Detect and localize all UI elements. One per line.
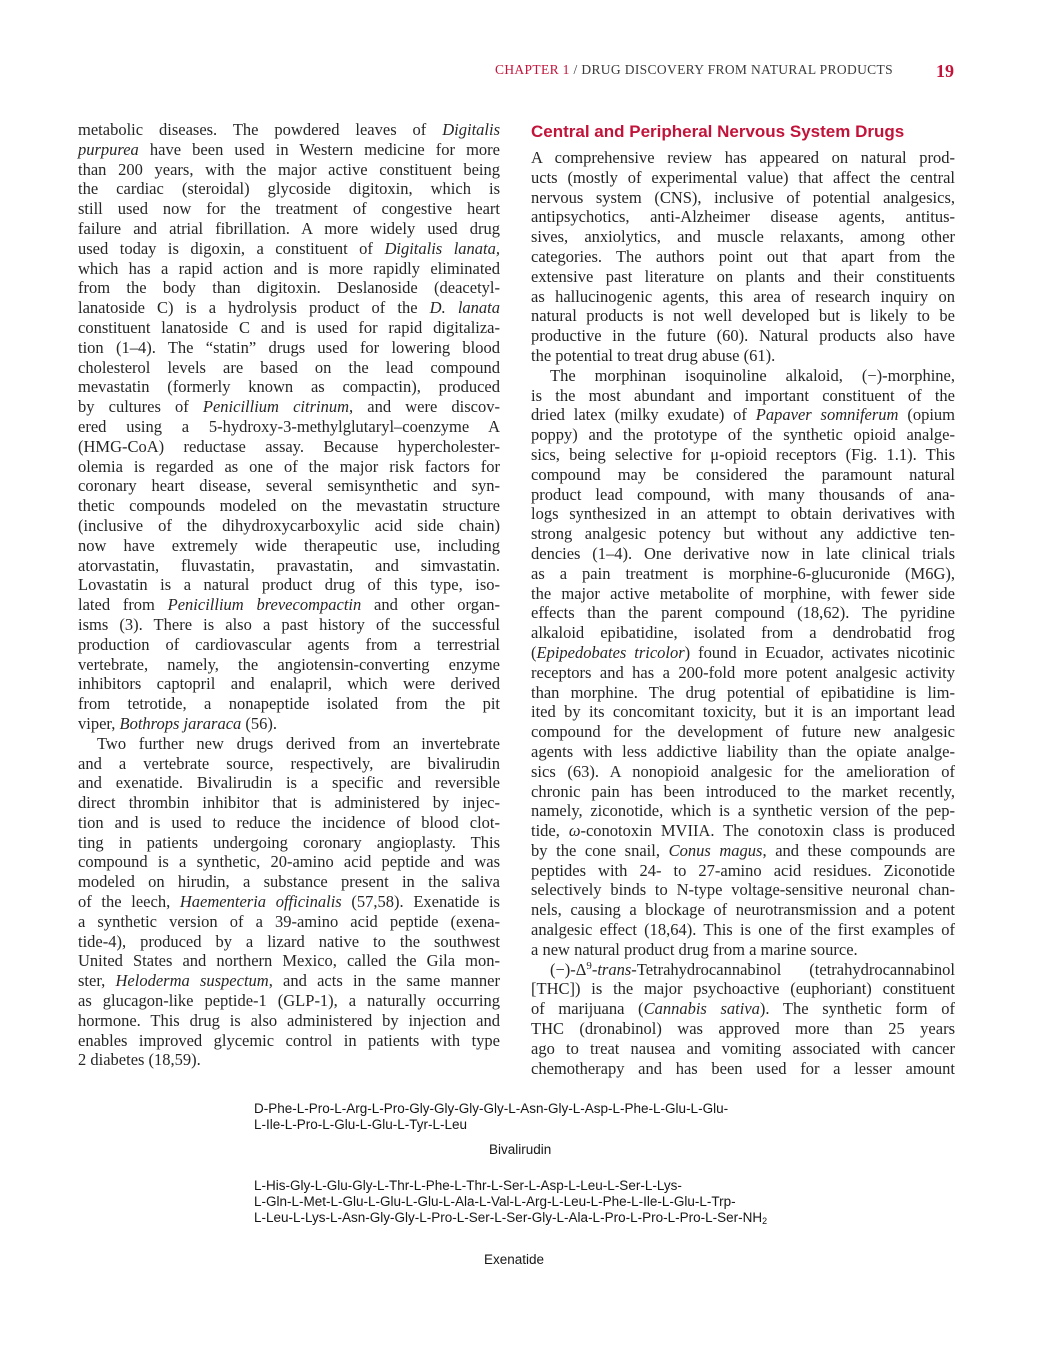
sequence-line <box>254 1101 728 1117</box>
text-run: productive in the future (60). Natural products also have <box>531 326 955 346</box>
text-line <box>531 762 955 782</box>
text-run: from tetrotide, a nonapeptide isolated from the pit <box>78 694 500 714</box>
text-run: enables improved glycemic control in patients with type <box>78 1030 500 1050</box>
text-run: and a vertebrate source, respectively, are bivalirudin <box>78 753 500 773</box>
text-line <box>531 227 955 247</box>
text-line <box>78 179 500 199</box>
text-run: a synthetic version of a 39-amino acid peptide (exena- <box>78 911 500 931</box>
text-line <box>78 278 500 298</box>
text-line <box>531 722 955 742</box>
text-line <box>531 643 955 663</box>
text-run: tion (1–4). The “statin” drugs used for lowering blood <box>78 337 500 357</box>
text-run: (HMG-CoA) reductase assay. Because hypercholester- <box>78 436 500 456</box>
text-line <box>531 445 955 465</box>
text-line <box>78 160 500 180</box>
text-line <box>531 801 955 821</box>
text-line <box>531 782 955 802</box>
text-run: dencies (1–4). One derivative now in late clinical trials <box>531 543 955 563</box>
italic-run: Digitalis lanata, <box>384 238 500 258</box>
left-column <box>78 120 500 1070</box>
text-run: The morphinan isoquinoline alkaloid, (−)-morphine, <box>550 365 955 385</box>
paragraph <box>531 366 955 960</box>
text-line <box>78 852 500 872</box>
italic-run: Bothrops jararaca <box>119 713 242 733</box>
text-run: logs synthesized in an attempt to obtain derivatives with <box>531 504 955 524</box>
text-run: ited by its concomitant toxicity, but it is an important lead <box>531 702 955 722</box>
text-run: agents with less addictive liability than the opiate analge- <box>531 741 955 761</box>
page-number: 19 <box>936 61 954 81</box>
text-run: and exenatide. Bivalirudin is a specific and reversible <box>78 773 500 793</box>
text-run: -conotoxin MVIIA. The conotoxin class is produced <box>580 821 956 841</box>
text-line <box>78 694 500 714</box>
text-run: antipsychotics, anti-Alzheimer disease agents, antitus- <box>531 207 955 227</box>
text-run: coronary heart disease, several semisynthetic and syn- <box>78 476 500 496</box>
text-line <box>78 892 500 912</box>
text-line <box>78 140 500 160</box>
text-run: , and acts in the same manner <box>268 971 500 991</box>
text-run: -Tetrahydrocannabinol (tetrahydrocannabinol <box>631 959 955 979</box>
text-run: tide-4), produced by a lizard native to the southwest <box>78 931 500 951</box>
right-column <box>531 122 955 1078</box>
text-run: constituent lanatoside C and is used for rapid digitaliza- <box>78 317 500 337</box>
text-line <box>78 833 500 853</box>
text-run: selectively binds to N-type voltage-sensitive neuronal chan- <box>531 880 955 900</box>
text-line <box>78 575 500 595</box>
bivalirudin-label: Bivalirudin <box>489 1142 552 1157</box>
text-line <box>78 1031 500 1051</box>
text-run: as hallucinogenic agents, this area of research inquiry on <box>531 286 955 306</box>
text-line <box>78 338 500 358</box>
text-run: compound for the development of future new analgesic <box>531 722 955 742</box>
text-run: , and these compounds are <box>762 840 956 860</box>
text-line <box>78 219 500 239</box>
text-run: THC (dronabinol) was approved more than 25 years <box>531 1019 955 1039</box>
text-line <box>78 655 500 675</box>
italic-run: Heloderma suspectum <box>115 971 269 991</box>
text-run: tion and is used to reduce the incidence of blood clot- <box>78 812 500 832</box>
text-line <box>78 932 500 952</box>
text-run: [THC]) is the major psychoactive (euphoriant) constituent <box>531 979 955 999</box>
text-line <box>531 960 955 980</box>
text-run: than morphine. The drug potential of epibatidine is lim- <box>531 682 955 702</box>
text-line <box>78 595 500 615</box>
section-heading: Central and Peripheral Nervous System Drugs <box>531 122 905 141</box>
text-line <box>78 912 500 932</box>
italic-run: Conus magus <box>668 840 763 860</box>
chapter-label: CHAPTER 1 <box>494 62 570 77</box>
text-line <box>531 524 955 544</box>
text-line <box>78 793 500 813</box>
text-run: (opium <box>898 405 955 425</box>
text-line <box>531 920 955 940</box>
sequence-line <box>254 1194 767 1210</box>
text-run: have been used in Western medicine for more <box>138 139 500 159</box>
text-run: A comprehensive review has appeared on natural prod- <box>531 148 955 167</box>
text-line <box>78 516 500 536</box>
text-line <box>78 635 500 655</box>
text-run: lanatoside C) is a hydrolysis product of the <box>78 298 430 318</box>
text-run: production of cardiovascular agents from a terrestrial <box>78 634 500 654</box>
text-line <box>531 386 955 406</box>
text-line <box>531 623 955 643</box>
text-run: metabolic diseases. The powdered leaves of <box>78 120 443 139</box>
text-line <box>531 188 955 208</box>
running-head-separator: / <box>573 62 578 77</box>
text-line <box>531 148 955 168</box>
text-line <box>78 476 500 496</box>
text-run: from the body than digitoxin. Deslanoside (deacetyl- <box>78 278 500 298</box>
text-run: hormone. This drug is also administered by injection and <box>78 1010 500 1030</box>
text-line <box>78 199 500 219</box>
text-run: mevastatin (formerly known as compactin), produced <box>78 377 500 397</box>
text-run: dried latex (milky exudate) of <box>531 405 756 425</box>
text-run: (56). <box>241 713 278 733</box>
text-line <box>531 821 955 841</box>
text-run: the cardiac (steroidal) glycoside digitoxin, which is <box>78 179 500 199</box>
text-line <box>531 663 955 683</box>
text-line <box>531 405 955 425</box>
paragraph <box>531 148 955 366</box>
text-run: United States and northern Mexico, called the Gila mon- <box>78 951 500 971</box>
text-line <box>531 900 955 920</box>
text-line <box>531 841 955 861</box>
text-line <box>78 951 500 971</box>
text-run: alkaloid epibatidine, isolated from a dendrobatid frog <box>531 623 955 643</box>
exenatide-label: Exenatide <box>484 1252 545 1267</box>
text-run: viper, <box>78 713 120 733</box>
italic-run: Epipedobates tricolor <box>536 642 685 662</box>
text-run: used today is digoxin, a constituent of <box>78 238 385 258</box>
text-run: analgesic effect (18,64). This is one of the first examples of <box>531 920 955 940</box>
exenatide-sequence <box>254 1178 767 1226</box>
text-run: of marijuana ( <box>531 999 644 1019</box>
text-run: strong analgesic potency but without any addictive ten- <box>531 524 955 544</box>
text-line <box>78 615 500 635</box>
text-line <box>531 861 955 881</box>
text-line <box>78 417 500 437</box>
italic-run: D. lanata <box>429 298 500 318</box>
text-line <box>531 247 955 267</box>
text-run: ( <box>531 642 537 662</box>
text-line <box>531 306 955 326</box>
text-run: Two further new drugs derived from an invertebrate <box>97 733 500 753</box>
text-run: D-Phe-L-Pro-L-Arg-L-Pro-Gly-Gly-Gly-Gly-L-Asn-Gly-L-Asp-L-Phe-L-Glu-L-Glu- <box>254 1101 729 1116</box>
text-run: vertebrate, namely, the angiotensin-converting enzyme <box>78 654 500 674</box>
text-line <box>531 702 955 722</box>
text-run: by the cone snail, <box>531 840 669 860</box>
text-run: cholesterol levels are based on the lead compound <box>78 357 500 377</box>
text-run: chronic pain has been introduced to the market recently, <box>531 781 955 801</box>
italic-run: Haementeria officinalis <box>179 892 342 912</box>
text-line <box>531 267 955 287</box>
text-line <box>531 346 955 366</box>
text-line <box>531 564 955 584</box>
text-run: receptors and has a 200-fold more potent analgesic activity <box>531 662 955 682</box>
text-run: still used now for the treatment of congestive heart <box>78 199 500 219</box>
text-run: 2 diabetes (18,59). <box>78 1050 201 1070</box>
text-run: a new natural product drug from a marine source. <box>531 939 858 959</box>
text-run: , and were discov- <box>349 397 500 417</box>
text-line <box>78 377 500 397</box>
text-run: product lead compound, with many thousands of ana- <box>531 484 955 504</box>
text-line <box>78 239 500 259</box>
text-run: poppy) and the prototype of the synthetic opioid analge- <box>531 425 955 445</box>
text-line <box>531 1039 955 1059</box>
text-run: - <box>591 959 598 979</box>
text-run: ered using a 5-hydroxy-3-methylglutaryl–coenzyme A <box>78 416 500 436</box>
superscript: 9 <box>586 959 592 972</box>
text-run: atorvastatin, fluvastatin, pravastatin, and simvastatin. <box>78 555 500 575</box>
text-line <box>531 425 955 445</box>
text-run: L-Ile-L-Pro-L-Glu-L-Glu-L-Tyr-L-Leu <box>254 1117 468 1132</box>
text-line <box>78 991 500 1011</box>
italic-run: trans <box>597 959 632 979</box>
sequence-line <box>254 1178 767 1194</box>
text-run: isms (3). There is also a past history of the successful <box>78 614 500 634</box>
text-run: direct thrombin inhibitor that is administered by injec- <box>78 793 500 813</box>
text-run: L-His-Gly-L-Glu-Gly-L-Thr-L-Phe-L-Thr-L-Ser-L-Asp-L-Leu-L-Ser-L-Lys- <box>254 1178 682 1193</box>
text-line <box>78 556 500 576</box>
text-line <box>78 496 500 516</box>
text-line <box>78 259 500 279</box>
italic-run: ω <box>568 821 581 841</box>
text-run: categories. The authors point out that apart from the <box>531 246 955 266</box>
text-line <box>531 880 955 900</box>
text-run: effects than the parent compound (18,62). The pyridine <box>531 603 955 623</box>
text-line <box>531 940 955 960</box>
text-run: nervous system (CNS), inclusive of potential analgesics, <box>531 187 955 207</box>
text-run: chemotherapy and has been used for a lesser amount <box>531 1058 955 1078</box>
text-line <box>78 714 500 734</box>
running-title: DRUG DISCOVERY FROM NATURAL PRODUCTS <box>581 62 893 77</box>
text-line <box>531 326 955 346</box>
text-line <box>531 544 955 564</box>
text-run: ) found in Ecuador, activates nicotinic <box>684 642 956 662</box>
text-line <box>78 120 500 140</box>
text-run: as glucagon-like peptide-1 (GLP-1), a naturally occurring <box>78 991 500 1011</box>
text-run: lated from <box>78 595 168 615</box>
text-run: which has a rapid action and is more rapidly eliminated <box>78 258 500 278</box>
text-line <box>531 603 955 623</box>
text-run: extensive past literature on plants and their constituents <box>531 266 955 286</box>
sequence-line <box>254 1117 728 1133</box>
text-run: ucts (mostly of experimental value) that affect the central <box>531 167 955 187</box>
text-run: and other organ- <box>361 595 501 615</box>
text-run: compound is a synthetic, 20-amino acid peptide and was <box>78 852 500 872</box>
text-run: natural products is not well developed but is likely to be <box>531 306 955 326</box>
text-run: tide, <box>531 821 569 841</box>
text-line <box>531 504 955 524</box>
text-line <box>78 674 500 694</box>
text-run: inhibitors captopril and enalapril, which were derived <box>78 674 500 694</box>
text-run: failure and atrial fibrillation. A more widely used drug <box>78 218 500 238</box>
text-line <box>531 584 955 604</box>
text-line <box>78 536 500 556</box>
text-run: thetic compounds modeled on the mevastatin structure <box>78 496 500 516</box>
subscript: 2 <box>762 1216 768 1227</box>
text-line <box>78 1050 500 1070</box>
text-line <box>531 366 955 386</box>
text-line <box>531 979 955 999</box>
text-run: namely, ziconotide, which is a synthetic version of the pep- <box>531 801 955 821</box>
paragraph <box>531 960 955 1079</box>
text-line <box>78 437 500 457</box>
text-line <box>78 872 500 892</box>
text-line <box>78 734 500 754</box>
text-run: olemia is regarded as one of the major risk factors for <box>78 456 500 476</box>
text-line <box>531 742 955 762</box>
italic-run: Penicillium brevecompactin <box>167 595 362 615</box>
text-run: sics (63). A nonopioid analgesic for the amelioration of <box>531 761 955 781</box>
text-run: now have extremely wide therapeutic use, including <box>78 535 500 555</box>
sequence-line <box>254 1210 767 1226</box>
italic-run: Papaver somniferum <box>755 405 899 425</box>
text-line <box>531 999 955 1019</box>
text-run: L-Leu-L-Lys-L-Asn-Gly-Gly-L-Pro-L-Ser-L-Ser-Gly-L-Ala-L-Pro-L-Pro-L-Pro-L-Ser-NH <box>254 1210 763 1225</box>
italic-run: Digitalis <box>442 120 500 139</box>
text-run: by cultures of <box>78 397 203 417</box>
text-run: Lovastatin is a natural product drug of this type, iso- <box>78 575 500 595</box>
text-line <box>531 1019 955 1039</box>
paragraph <box>78 734 500 1071</box>
text-run: as a pain treatment is morphine-6-glucuronide (M6G), <box>531 563 955 583</box>
bivalirudin-sequence <box>254 1101 728 1133</box>
text-line <box>531 207 955 227</box>
italic-run: Penicillium citrinum <box>202 397 350 417</box>
text-line <box>78 457 500 477</box>
text-line <box>531 1059 955 1079</box>
text-line <box>78 971 500 991</box>
text-run: than 200 years, with the major active constituent being <box>78 159 500 179</box>
text-run: ting in patients undergoing coronary angioplasty. This <box>78 832 500 852</box>
text-run: of the leech, <box>78 892 180 912</box>
text-line <box>78 1011 500 1031</box>
italic-run: Cannabis sativa <box>643 999 760 1019</box>
text-run: compound may be considered the paramount natural <box>531 464 955 484</box>
text-run: (−)-Δ <box>550 959 587 979</box>
text-run: modeled on hirudin, a substance present in the saliva <box>78 872 500 892</box>
text-line <box>531 168 955 188</box>
text-run: peptides with 24- to 27-amino acid residues. Ziconotide <box>531 860 955 880</box>
text-run: (inclusive of the dihydroxycarboxylic acid side chain) <box>78 515 500 535</box>
text-run: ster, <box>78 971 116 991</box>
text-line <box>531 683 955 703</box>
text-line <box>531 465 955 485</box>
text-line <box>78 754 500 774</box>
text-line <box>78 358 500 378</box>
text-line <box>531 485 955 505</box>
text-line <box>78 773 500 793</box>
text-line <box>78 298 500 318</box>
text-line <box>78 813 500 833</box>
italic-run: purpurea <box>78 139 139 159</box>
text-run: the major active metabolite of morphine, with fewer side <box>531 583 955 603</box>
text-run: ago to treat nausea and vomiting associated with cancer <box>531 1038 955 1058</box>
text-run: sics, being selective for μ-opioid receptors (Fig. 1.1). This <box>531 444 955 464</box>
text-run: is the most abundant and important constituent of the <box>531 385 955 405</box>
text-run: the potential to treat drug abuse (61). <box>531 345 776 365</box>
running-head <box>495 61 893 79</box>
text-run: L-Gln-L-Met-L-Glu-L-Glu-L-Glu-L-Ala-L-Val-L-Arg-L-Leu-L-Phe-L-Ile-L-Glu-L-Trp- <box>254 1194 736 1209</box>
paragraph <box>78 120 500 734</box>
text-run: (57,58). Exenatide is <box>341 892 500 912</box>
text-line <box>531 287 955 307</box>
text-run: ). The synthetic form of <box>759 999 955 1019</box>
text-run: nels, causing a blockage of neurotransmission and a potent <box>531 900 955 920</box>
text-line <box>78 318 500 338</box>
text-line <box>78 397 500 417</box>
text-run: sives, anxiolytics, and muscle relaxants, among other <box>531 227 955 247</box>
